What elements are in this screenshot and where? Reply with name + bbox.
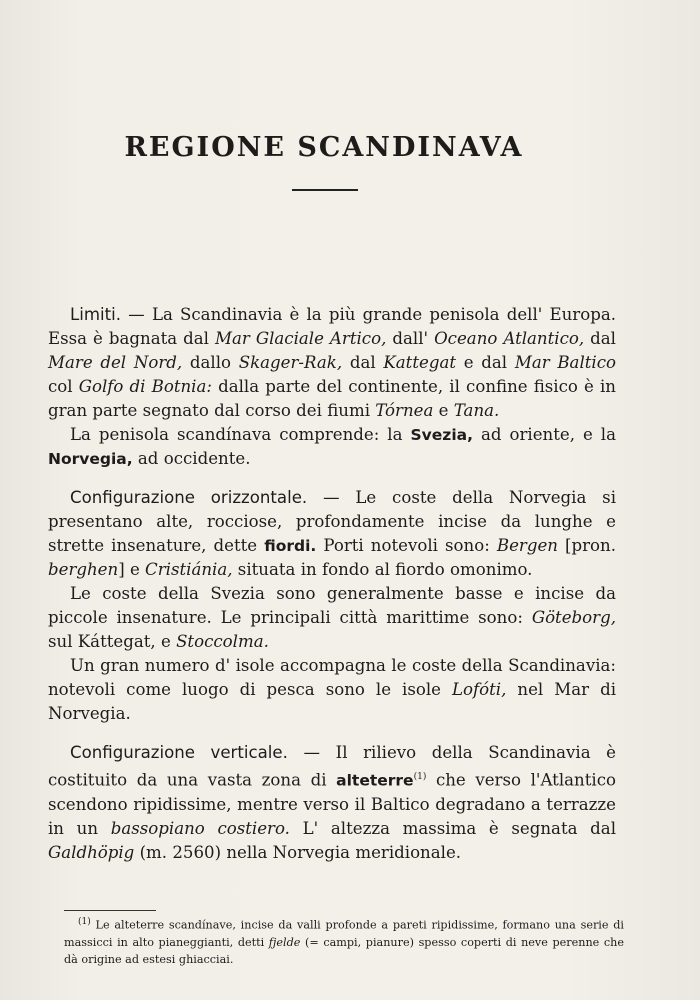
italic-run: berghen (48, 560, 119, 579)
text-run: Le alteterre scandínave, incise da valli profonde a pareti ripidissime, formano una serie di massicci in alto pianeggianti, detti (64, 918, 624, 949)
italic-run: Mare del Nord, (48, 353, 183, 372)
verticale-heading: Configurazione verticale. — (70, 743, 321, 762)
title-rule (292, 189, 358, 191)
italic-run: Oceano Atlantico, (434, 329, 585, 348)
italic-run: bassopiano costiero. (110, 818, 290, 838)
italic-run: Mar Glaciale Artico, (215, 329, 387, 348)
italic-run: Skager-Rak, (238, 353, 343, 372)
footnote-mark: (1) (78, 917, 91, 927)
text-run: dal (342, 353, 384, 372)
main-text (48, 303, 616, 865)
bold-run: Norvegia, (48, 450, 133, 468)
text-run: Porti notevoli sono: (316, 536, 497, 555)
orizzontale-paragraph-2 (48, 582, 616, 654)
text-run: La Scandinavia è la più grande penisola dell' Europa. Essa è bagnata dal (48, 305, 616, 348)
bold-run: fiordi. (264, 537, 317, 555)
italic-run: Tana. (453, 401, 500, 420)
text-run: ] e (118, 560, 146, 579)
italic-run: Göteborg, (531, 608, 616, 627)
text-run: nel Mar di Norvegia. (48, 680, 616, 723)
text-run: Un gran numero d' isole accompagna le coste della Scandinavia: notevoli come luogo di pesca sono le isole (48, 656, 616, 699)
italic-run: fjelde (268, 935, 301, 949)
verticale-paragraph (48, 741, 616, 865)
italic-run: Golfo di Botnia: (78, 377, 212, 396)
italic-run: Tórnea (375, 401, 434, 420)
bold-run: Svezia, (410, 426, 473, 444)
italic-run: Lofóti, (452, 680, 507, 699)
text-run: La penisola scandínava comprende: la (70, 425, 411, 444)
italic-run: Stoccolma. (176, 632, 269, 651)
text-run: dalla parte del continente, il confine fisico è in gran parte segnato dal corso dei fiumi (48, 377, 616, 420)
limiti-heading: Limiti. — (70, 305, 145, 324)
text-run: col (48, 377, 79, 396)
orizzontale-paragraph-3 (48, 654, 616, 726)
footnote-rule (64, 910, 156, 911)
text-run: situata in fondo al fiordo omonimo. (232, 560, 533, 579)
italic-run: Mar Baltico (514, 353, 617, 372)
text-run: [pron. (557, 536, 617, 555)
limiti-paragraph (48, 303, 616, 423)
text-run: ad oriente, e la (472, 425, 616, 444)
footnote-text (64, 914, 624, 968)
text-run: ad occidente. (132, 449, 251, 468)
text-run: dallo (182, 353, 239, 372)
italic-run: Kattegat (383, 353, 457, 372)
footnote-ref: (1) (413, 772, 427, 782)
orizzontale-paragraph (48, 486, 616, 582)
text-run: dal (584, 329, 616, 348)
chapter-title: REGIONE SCANDINAVA (124, 132, 524, 163)
bold-run: alteterre (336, 771, 414, 790)
text-run: dall' (386, 329, 435, 348)
text-run: che verso l'Atlantico scendono ripidissime, mentre verso il Baltico degradano a terrazze in un (48, 770, 616, 838)
orizzontale-heading: Configurazione orizzontale. — (70, 488, 340, 507)
italic-run: Bergen (496, 536, 558, 555)
text-run: e (433, 401, 454, 420)
text-run: L' altezza massima è segnata dal (289, 818, 617, 838)
text-run: Il rilievo della Scandinavia è costituito da una vasta zona di (48, 743, 616, 790)
limiti-paragraph-2 (48, 423, 616, 471)
footnote (64, 914, 624, 968)
text-run: Le coste della Svezia sono generalmente basse e incise da piccole insenature. Le principali città marittime sono: (48, 584, 616, 627)
text-run: (m. 2560) nella Norvegia meridionale. (134, 842, 462, 862)
text-run: e dal (456, 353, 515, 372)
text-run: Le coste della Norvegia si presentano alte, rocciose, profondamente incise da lunghe e strette insenature, dette (48, 488, 616, 555)
italic-run: Cristiánia, (145, 560, 233, 579)
italic-run: Galdhöpig (48, 842, 135, 862)
text-run: sul Káttegat, e (48, 632, 177, 651)
text-run: (= campi, pianure) spesso coperti di neve perenne che dà origine ad estesi ghiacciai. (64, 935, 624, 966)
